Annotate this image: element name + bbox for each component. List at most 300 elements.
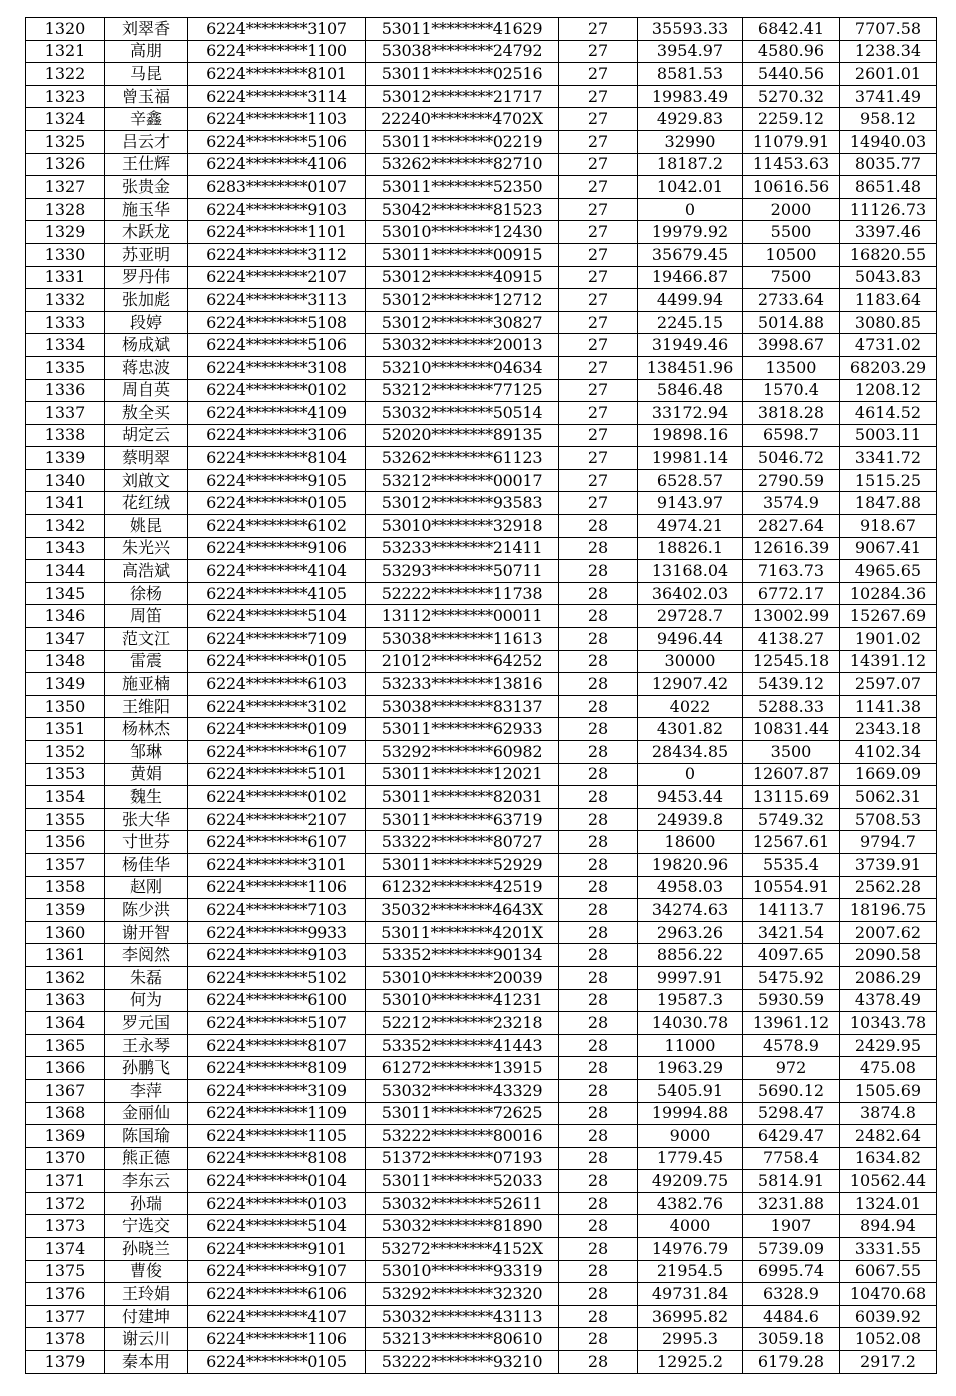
age-cell: 27 bbox=[559, 492, 638, 515]
id-number-cell: 53011********63719 bbox=[366, 808, 559, 831]
row-number-cell: 1357 bbox=[26, 853, 105, 876]
card-number-cell: 6224********1106 bbox=[188, 876, 366, 899]
amount-1-cell: 4382.76 bbox=[638, 1192, 743, 1215]
age-cell: 28 bbox=[559, 1079, 638, 1102]
table-row bbox=[26, 334, 937, 357]
amount-1-cell: 9997.91 bbox=[638, 966, 743, 989]
id-number-cell: 53012********30827 bbox=[366, 311, 559, 334]
amount-3-cell: 4614.52 bbox=[840, 402, 937, 425]
name-cell: 王仕辉 bbox=[105, 153, 188, 176]
name-cell: 高朋 bbox=[105, 40, 188, 63]
table-row bbox=[26, 1034, 937, 1057]
amount-3-cell: 3331.55 bbox=[840, 1238, 937, 1261]
id-number-cell: 53011********52033 bbox=[366, 1170, 559, 1193]
age-cell: 27 bbox=[559, 198, 638, 221]
age-cell: 28 bbox=[559, 876, 638, 899]
amount-2-cell: 5440.56 bbox=[743, 63, 840, 86]
amount-3-cell: 3739.91 bbox=[840, 853, 937, 876]
amount-3-cell: 2482.64 bbox=[840, 1125, 937, 1148]
name-cell: 刘啟文 bbox=[105, 469, 188, 492]
card-number-cell: 6224********1101 bbox=[188, 221, 366, 244]
amount-3-cell: 5003.11 bbox=[840, 424, 937, 447]
amount-2-cell: 3818.28 bbox=[743, 402, 840, 425]
id-number-cell: 53011********62933 bbox=[366, 718, 559, 741]
amount-1-cell: 138451.96 bbox=[638, 356, 743, 379]
id-number-cell: 52020********89135 bbox=[366, 424, 559, 447]
amount-1-cell: 8581.53 bbox=[638, 63, 743, 86]
card-number-cell: 6224********0103 bbox=[188, 1192, 366, 1215]
table-row bbox=[26, 673, 937, 696]
id-number-cell: 53011********82031 bbox=[366, 786, 559, 809]
card-number-cell: 6224********4107 bbox=[188, 1305, 366, 1328]
amount-1-cell: 4301.82 bbox=[638, 718, 743, 741]
age-cell: 28 bbox=[559, 1170, 638, 1193]
amount-2-cell: 11453.63 bbox=[743, 153, 840, 176]
id-number-cell: 53262********61123 bbox=[366, 447, 559, 470]
card-number-cell: 6283********0107 bbox=[188, 176, 366, 199]
name-cell: 孙鹏飞 bbox=[105, 1057, 188, 1080]
card-number-cell: 6224********3108 bbox=[188, 356, 366, 379]
age-cell: 27 bbox=[559, 379, 638, 402]
amount-2-cell: 12545.18 bbox=[743, 650, 840, 673]
amount-3-cell: 6067.55 bbox=[840, 1260, 937, 1283]
amount-3-cell: 6039.92 bbox=[840, 1305, 937, 1328]
amount-1-cell: 4958.03 bbox=[638, 876, 743, 899]
card-number-cell: 6224********3114 bbox=[188, 85, 366, 108]
age-cell: 27 bbox=[559, 153, 638, 176]
table-row bbox=[26, 605, 937, 628]
table-row bbox=[26, 899, 937, 922]
card-number-cell: 6224********2107 bbox=[188, 808, 366, 831]
card-number-cell: 6224********5107 bbox=[188, 1012, 366, 1035]
row-number-cell: 1346 bbox=[26, 605, 105, 628]
name-cell: 孙瑞 bbox=[105, 1192, 188, 1215]
row-number-cell: 1332 bbox=[26, 289, 105, 312]
row-number-cell: 1368 bbox=[26, 1102, 105, 1125]
amount-3-cell: 16820.55 bbox=[840, 243, 937, 266]
row-number-cell: 1352 bbox=[26, 741, 105, 764]
amount-1-cell: 34274.63 bbox=[638, 899, 743, 922]
age-cell: 28 bbox=[559, 1147, 638, 1170]
amount-2-cell: 6995.74 bbox=[743, 1260, 840, 1283]
age-cell: 28 bbox=[559, 921, 638, 944]
amount-1-cell: 2995.3 bbox=[638, 1328, 743, 1351]
amount-1-cell: 3954.97 bbox=[638, 40, 743, 63]
amount-1-cell: 19587.3 bbox=[638, 989, 743, 1012]
table-row bbox=[26, 1351, 937, 1374]
amount-2-cell: 3500 bbox=[743, 741, 840, 764]
row-number-cell: 1379 bbox=[26, 1351, 105, 1374]
amount-2-cell: 7500 bbox=[743, 266, 840, 289]
card-number-cell: 6224********3102 bbox=[188, 695, 366, 718]
row-number-cell: 1353 bbox=[26, 763, 105, 786]
id-number-cell: 53011********72625 bbox=[366, 1102, 559, 1125]
name-cell: 黄娟 bbox=[105, 763, 188, 786]
age-cell: 28 bbox=[559, 1328, 638, 1351]
amount-1-cell: 35593.33 bbox=[638, 18, 743, 41]
card-number-cell: 6224********1106 bbox=[188, 1328, 366, 1351]
id-number-cell: 53212********00017 bbox=[366, 469, 559, 492]
card-number-cell: 6224********6106 bbox=[188, 1283, 366, 1306]
id-number-cell: 22240********4702X bbox=[366, 108, 559, 131]
name-cell: 邹琳 bbox=[105, 741, 188, 764]
row-number-cell: 1326 bbox=[26, 153, 105, 176]
id-number-cell: 53038********83137 bbox=[366, 695, 559, 718]
amount-1-cell: 49731.84 bbox=[638, 1283, 743, 1306]
amount-2-cell: 3421.54 bbox=[743, 921, 840, 944]
id-number-cell: 53222********80016 bbox=[366, 1125, 559, 1148]
amount-1-cell: 19981.14 bbox=[638, 447, 743, 470]
row-number-cell: 1377 bbox=[26, 1305, 105, 1328]
id-number-cell: 53038********24792 bbox=[366, 40, 559, 63]
amount-1-cell: 4929.83 bbox=[638, 108, 743, 131]
amount-2-cell: 972 bbox=[743, 1057, 840, 1080]
table-row bbox=[26, 108, 937, 131]
id-number-cell: 53032********43329 bbox=[366, 1079, 559, 1102]
id-number-cell: 51372********07193 bbox=[366, 1147, 559, 1170]
row-number-cell: 1334 bbox=[26, 334, 105, 357]
table-row bbox=[26, 808, 937, 831]
card-number-cell: 6224********6103 bbox=[188, 673, 366, 696]
card-number-cell: 6224********9933 bbox=[188, 921, 366, 944]
name-cell: 蒋忠波 bbox=[105, 356, 188, 379]
amount-1-cell: 5846.48 bbox=[638, 379, 743, 402]
table-row bbox=[26, 289, 937, 312]
amount-3-cell: 958.12 bbox=[840, 108, 937, 131]
amount-3-cell: 9067.41 bbox=[840, 537, 937, 560]
row-number-cell: 1350 bbox=[26, 695, 105, 718]
amount-3-cell: 1324.01 bbox=[840, 1192, 937, 1215]
table-row bbox=[26, 130, 937, 153]
id-number-cell: 53322********80727 bbox=[366, 831, 559, 854]
amount-1-cell: 13168.04 bbox=[638, 560, 743, 583]
age-cell: 28 bbox=[559, 605, 638, 628]
amount-2-cell: 7163.73 bbox=[743, 560, 840, 583]
amount-3-cell: 2343.18 bbox=[840, 718, 937, 741]
table-row bbox=[26, 1305, 937, 1328]
amount-2-cell: 5298.47 bbox=[743, 1102, 840, 1125]
amount-2-cell: 2733.64 bbox=[743, 289, 840, 312]
amount-3-cell: 2007.62 bbox=[840, 921, 937, 944]
name-cell: 秦本用 bbox=[105, 1351, 188, 1374]
name-cell: 张贵金 bbox=[105, 176, 188, 199]
name-cell: 付建坤 bbox=[105, 1305, 188, 1328]
amount-3-cell: 14940.03 bbox=[840, 130, 937, 153]
row-number-cell: 1320 bbox=[26, 18, 105, 41]
card-number-cell: 6224********8104 bbox=[188, 447, 366, 470]
amount-3-cell: 9794.7 bbox=[840, 831, 937, 854]
age-cell: 28 bbox=[559, 1102, 638, 1125]
card-number-cell: 6224********8109 bbox=[188, 1057, 366, 1080]
card-number-cell: 6224********9103 bbox=[188, 198, 366, 221]
id-number-cell: 53011********52929 bbox=[366, 853, 559, 876]
row-number-cell: 1366 bbox=[26, 1057, 105, 1080]
amount-3-cell: 3397.46 bbox=[840, 221, 937, 244]
row-number-cell: 1372 bbox=[26, 1192, 105, 1215]
amount-3-cell: 3080.85 bbox=[840, 311, 937, 334]
card-number-cell: 6224********5106 bbox=[188, 130, 366, 153]
name-cell: 李阅然 bbox=[105, 944, 188, 967]
card-number-cell: 6224********9101 bbox=[188, 1238, 366, 1261]
amount-2-cell: 2790.59 bbox=[743, 469, 840, 492]
id-number-cell: 53011********02219 bbox=[366, 130, 559, 153]
table-row bbox=[26, 650, 937, 673]
name-cell: 辛鑫 bbox=[105, 108, 188, 131]
row-number-cell: 1374 bbox=[26, 1238, 105, 1261]
row-number-cell: 1361 bbox=[26, 944, 105, 967]
name-cell: 周自英 bbox=[105, 379, 188, 402]
row-number-cell: 1348 bbox=[26, 650, 105, 673]
id-number-cell: 52222********11738 bbox=[366, 582, 559, 605]
amount-2-cell: 1907 bbox=[743, 1215, 840, 1238]
card-number-cell: 6224********4106 bbox=[188, 153, 366, 176]
table-row bbox=[26, 40, 937, 63]
amount-1-cell: 4499.94 bbox=[638, 289, 743, 312]
id-number-cell: 53042********81523 bbox=[366, 198, 559, 221]
amount-3-cell: 5708.53 bbox=[840, 808, 937, 831]
amount-1-cell: 18600 bbox=[638, 831, 743, 854]
age-cell: 28 bbox=[559, 1260, 638, 1283]
age-cell: 28 bbox=[559, 560, 638, 583]
amount-2-cell: 4097.65 bbox=[743, 944, 840, 967]
amount-1-cell: 9143.97 bbox=[638, 492, 743, 515]
card-number-cell: 6224********5104 bbox=[188, 1215, 366, 1238]
age-cell: 28 bbox=[559, 695, 638, 718]
name-cell: 姚昆 bbox=[105, 515, 188, 538]
name-cell: 高浩斌 bbox=[105, 560, 188, 583]
row-number-cell: 1337 bbox=[26, 402, 105, 425]
id-number-cell: 53012********12712 bbox=[366, 289, 559, 312]
card-number-cell: 6224********6107 bbox=[188, 741, 366, 764]
id-number-cell: 53010********20039 bbox=[366, 966, 559, 989]
amount-2-cell: 5288.33 bbox=[743, 695, 840, 718]
age-cell: 27 bbox=[559, 40, 638, 63]
table-row bbox=[26, 741, 937, 764]
row-number-cell: 1336 bbox=[26, 379, 105, 402]
amount-3-cell: 4102.34 bbox=[840, 741, 937, 764]
amount-1-cell: 1963.29 bbox=[638, 1057, 743, 1080]
name-cell: 木跃龙 bbox=[105, 221, 188, 244]
amount-1-cell: 31949.46 bbox=[638, 334, 743, 357]
row-number-cell: 1323 bbox=[26, 85, 105, 108]
id-number-cell: 53012********40915 bbox=[366, 266, 559, 289]
amount-2-cell: 5535.4 bbox=[743, 853, 840, 876]
amount-2-cell: 5930.59 bbox=[743, 989, 840, 1012]
age-cell: 28 bbox=[559, 786, 638, 809]
name-cell: 敖全买 bbox=[105, 402, 188, 425]
name-cell: 熊正德 bbox=[105, 1147, 188, 1170]
amount-1-cell: 19979.92 bbox=[638, 221, 743, 244]
amount-2-cell: 12616.39 bbox=[743, 537, 840, 560]
id-number-cell: 53210********04634 bbox=[366, 356, 559, 379]
card-number-cell: 6224********5106 bbox=[188, 334, 366, 357]
amount-3-cell: 1052.08 bbox=[840, 1328, 937, 1351]
name-cell: 金丽仙 bbox=[105, 1102, 188, 1125]
amount-1-cell: 4000 bbox=[638, 1215, 743, 1238]
age-cell: 28 bbox=[559, 1012, 638, 1035]
name-cell: 李萍 bbox=[105, 1079, 188, 1102]
id-number-cell: 53012********93583 bbox=[366, 492, 559, 515]
amount-3-cell: 15267.69 bbox=[840, 605, 937, 628]
amount-1-cell: 28434.85 bbox=[638, 741, 743, 764]
row-number-cell: 1369 bbox=[26, 1125, 105, 1148]
amount-3-cell: 10562.44 bbox=[840, 1170, 937, 1193]
card-number-cell: 6224********8108 bbox=[188, 1147, 366, 1170]
row-number-cell: 1365 bbox=[26, 1034, 105, 1057]
card-number-cell: 6224********3101 bbox=[188, 853, 366, 876]
age-cell: 28 bbox=[559, 899, 638, 922]
row-number-cell: 1349 bbox=[26, 673, 105, 696]
card-number-cell: 6224********8107 bbox=[188, 1034, 366, 1057]
amount-3-cell: 4965.65 bbox=[840, 560, 937, 583]
age-cell: 27 bbox=[559, 266, 638, 289]
row-number-cell: 1321 bbox=[26, 40, 105, 63]
amount-2-cell: 10500 bbox=[743, 243, 840, 266]
table-row bbox=[26, 966, 937, 989]
row-number-cell: 1325 bbox=[26, 130, 105, 153]
amount-1-cell: 5405.91 bbox=[638, 1079, 743, 1102]
row-number-cell: 1335 bbox=[26, 356, 105, 379]
amount-1-cell: 4974.21 bbox=[638, 515, 743, 538]
age-cell: 28 bbox=[559, 1057, 638, 1080]
amount-2-cell: 1570.4 bbox=[743, 379, 840, 402]
table-row bbox=[26, 763, 937, 786]
card-number-cell: 6224********1109 bbox=[188, 1102, 366, 1125]
row-number-cell: 1362 bbox=[26, 966, 105, 989]
amount-3-cell: 918.67 bbox=[840, 515, 937, 538]
table-row bbox=[26, 198, 937, 221]
table-row bbox=[26, 176, 937, 199]
card-number-cell: 6224********4105 bbox=[188, 582, 366, 605]
id-number-cell: 53352********90134 bbox=[366, 944, 559, 967]
name-cell: 孙晓兰 bbox=[105, 1238, 188, 1261]
card-number-cell: 6224********5104 bbox=[188, 605, 366, 628]
amount-3-cell: 2090.58 bbox=[840, 944, 937, 967]
table-row bbox=[26, 582, 937, 605]
age-cell: 28 bbox=[559, 763, 638, 786]
amount-1-cell: 36995.82 bbox=[638, 1305, 743, 1328]
amount-2-cell: 4578.9 bbox=[743, 1034, 840, 1057]
amount-3-cell: 4378.49 bbox=[840, 989, 937, 1012]
amount-1-cell: 35679.45 bbox=[638, 243, 743, 266]
amount-1-cell: 1779.45 bbox=[638, 1147, 743, 1170]
age-cell: 27 bbox=[559, 334, 638, 357]
age-cell: 27 bbox=[559, 108, 638, 131]
amount-3-cell: 2917.2 bbox=[840, 1351, 937, 1374]
table-row bbox=[26, 1215, 937, 1238]
card-number-cell: 6224********0102 bbox=[188, 379, 366, 402]
table-row bbox=[26, 1012, 937, 1035]
table-row bbox=[26, 1147, 937, 1170]
card-number-cell: 6224********9105 bbox=[188, 469, 366, 492]
card-number-cell: 6224********0104 bbox=[188, 1170, 366, 1193]
name-cell: 杨佳华 bbox=[105, 853, 188, 876]
name-cell: 赵刚 bbox=[105, 876, 188, 899]
amount-2-cell: 10831.44 bbox=[743, 718, 840, 741]
amount-2-cell: 2259.12 bbox=[743, 108, 840, 131]
id-number-cell: 53011********00915 bbox=[366, 243, 559, 266]
amount-1-cell: 11000 bbox=[638, 1034, 743, 1057]
amount-3-cell: 894.94 bbox=[840, 1215, 937, 1238]
table-row bbox=[26, 1057, 937, 1080]
card-number-cell: 6224********0105 bbox=[188, 1351, 366, 1374]
name-cell: 罗元国 bbox=[105, 1012, 188, 1035]
row-number-cell: 1342 bbox=[26, 515, 105, 538]
amount-3-cell: 3741.49 bbox=[840, 85, 937, 108]
amount-1-cell: 14030.78 bbox=[638, 1012, 743, 1035]
table-row bbox=[26, 1170, 937, 1193]
age-cell: 28 bbox=[559, 944, 638, 967]
row-number-cell: 1328 bbox=[26, 198, 105, 221]
amount-2-cell: 3998.67 bbox=[743, 334, 840, 357]
amount-2-cell: 13002.99 bbox=[743, 605, 840, 628]
row-number-cell: 1370 bbox=[26, 1147, 105, 1170]
amount-2-cell: 7758.4 bbox=[743, 1147, 840, 1170]
table-row bbox=[26, 718, 937, 741]
id-number-cell: 53011********52350 bbox=[366, 176, 559, 199]
row-number-cell: 1378 bbox=[26, 1328, 105, 1351]
amount-3-cell: 1183.64 bbox=[840, 289, 937, 312]
id-number-cell: 53032********50514 bbox=[366, 402, 559, 425]
id-number-cell: 13112********00011 bbox=[366, 605, 559, 628]
id-number-cell: 53233********13816 bbox=[366, 673, 559, 696]
table-row bbox=[26, 85, 937, 108]
row-number-cell: 1358 bbox=[26, 876, 105, 899]
amount-3-cell: 1505.69 bbox=[840, 1079, 937, 1102]
age-cell: 28 bbox=[559, 1125, 638, 1148]
table-row bbox=[26, 1238, 937, 1261]
table-row bbox=[26, 786, 937, 809]
row-number-cell: 1359 bbox=[26, 899, 105, 922]
amount-1-cell: 49209.75 bbox=[638, 1170, 743, 1193]
age-cell: 27 bbox=[559, 243, 638, 266]
table-row bbox=[26, 424, 937, 447]
age-cell: 28 bbox=[559, 515, 638, 538]
row-number-cell: 1345 bbox=[26, 582, 105, 605]
age-cell: 28 bbox=[559, 1034, 638, 1057]
name-cell: 寸世芬 bbox=[105, 831, 188, 854]
amount-2-cell: 4580.96 bbox=[743, 40, 840, 63]
amount-1-cell: 4022 bbox=[638, 695, 743, 718]
amount-3-cell: 8035.77 bbox=[840, 153, 937, 176]
row-number-cell: 1338 bbox=[26, 424, 105, 447]
row-number-cell: 1355 bbox=[26, 808, 105, 831]
age-cell: 27 bbox=[559, 356, 638, 379]
id-number-cell: 53011********12021 bbox=[366, 763, 559, 786]
age-cell: 28 bbox=[559, 673, 638, 696]
row-number-cell: 1364 bbox=[26, 1012, 105, 1035]
age-cell: 28 bbox=[559, 718, 638, 741]
table-row bbox=[26, 628, 937, 651]
id-number-cell: 53032********81890 bbox=[366, 1215, 559, 1238]
amount-1-cell: 2245.15 bbox=[638, 311, 743, 334]
amount-2-cell: 5749.32 bbox=[743, 808, 840, 831]
amount-1-cell: 2963.26 bbox=[638, 921, 743, 944]
card-number-cell: 6224********3109 bbox=[188, 1079, 366, 1102]
amount-2-cell: 5475.92 bbox=[743, 966, 840, 989]
id-number-cell: 61272********13915 bbox=[366, 1057, 559, 1080]
card-number-cell: 6224********0102 bbox=[188, 786, 366, 809]
card-number-cell: 6224********9106 bbox=[188, 537, 366, 560]
name-cell: 苏亚明 bbox=[105, 243, 188, 266]
amount-3-cell: 10343.78 bbox=[840, 1012, 937, 1035]
row-number-cell: 1343 bbox=[26, 537, 105, 560]
card-number-cell: 6224********3112 bbox=[188, 243, 366, 266]
id-number-cell: 61232********42519 bbox=[366, 876, 559, 899]
name-cell: 朱光兴 bbox=[105, 537, 188, 560]
name-cell: 施亚楠 bbox=[105, 673, 188, 696]
name-cell: 罗丹伟 bbox=[105, 266, 188, 289]
